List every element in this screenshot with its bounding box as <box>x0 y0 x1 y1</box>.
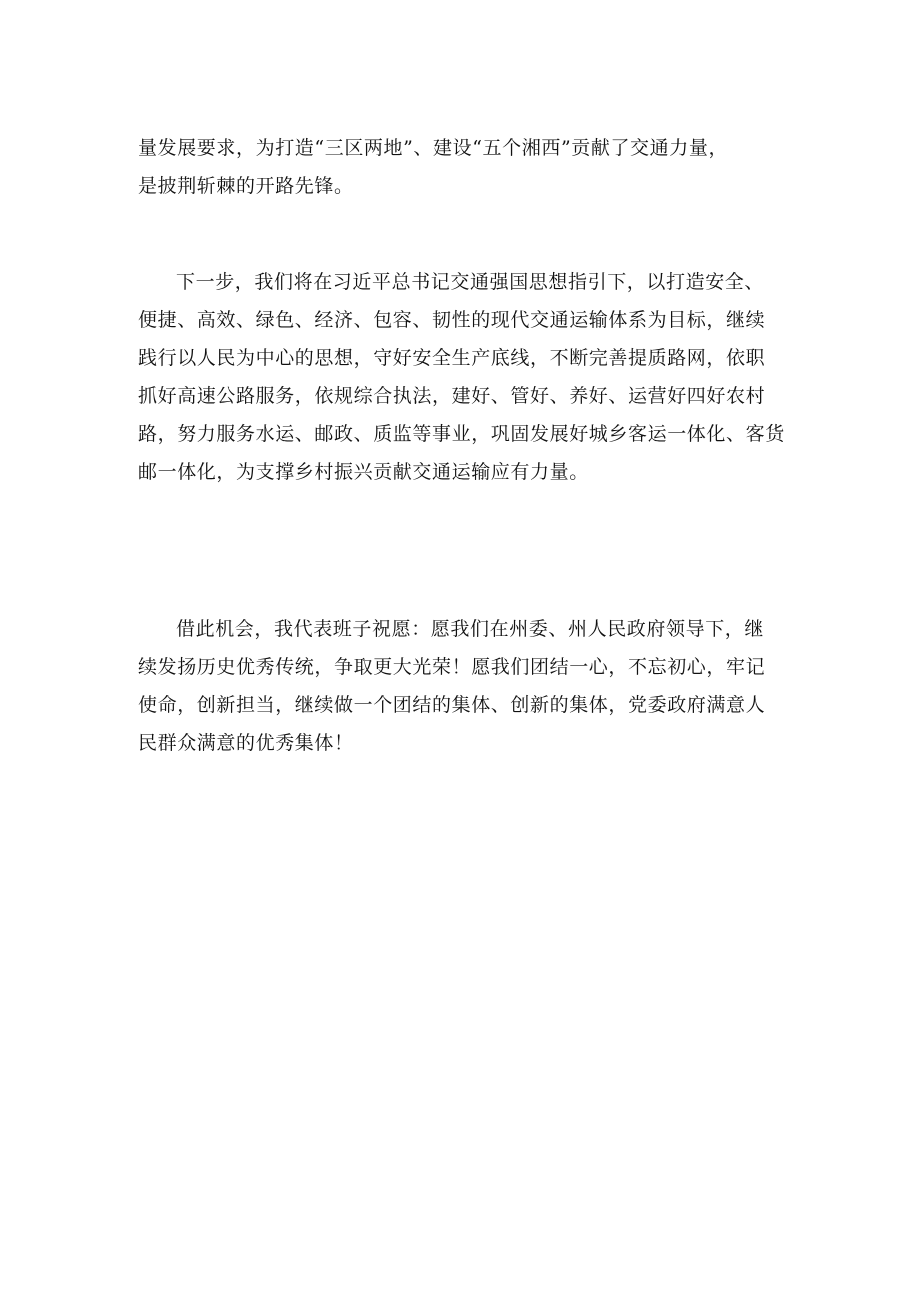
paragraph-line: 践行以人民为中心的思想，守好安全生产底线，不断完善提质路网，依职 <box>138 347 766 369</box>
paragraph-line: 邮一体化，为支撑乡村振兴贡献交通运输应有力量。 <box>138 461 589 483</box>
paragraph-line: 借此机会，我代表班子祝愿：愿我们在州委、州人民政府领导下，继 <box>176 618 765 640</box>
paragraph-line: 是披荆斩棘的开路先锋。 <box>138 175 354 197</box>
paragraph-2 <box>138 263 788 491</box>
paragraph-1 <box>138 129 788 205</box>
paragraph-3 <box>138 610 788 762</box>
paragraph-line: 续发扬历史优秀传统，争取更大光荣！愿我们团结一心，不忘初心，牢记 <box>138 656 766 678</box>
paragraph-line: 使命，创新担当，继续做一个团结的集体、创新的集体，党委政府满意人 <box>138 694 766 716</box>
paragraph-line: 下一步，我们将在习近平总书记交通强国思想指引下，以打造安全、 <box>176 271 765 293</box>
paragraph-line: 量发展要求，为打造“三区两地”、建设“五个湘西”贡献了交通力量， <box>138 137 729 159</box>
paragraph-line: 民群众满意的优秀集体！ <box>138 732 354 754</box>
paragraph-line: 便捷、高效、绿色、经济、包容、韧性的现代交通运输体系为目标，继续 <box>138 309 766 331</box>
paragraph-line: 路，努力服务水运、邮政、质监等事业，巩固发展好城乡客运一体化、客货 <box>138 423 785 445</box>
paragraph-line: 抓好高速公路服务，依规综合执法，建好、管好、养好、运营好四好农村 <box>138 385 766 407</box>
